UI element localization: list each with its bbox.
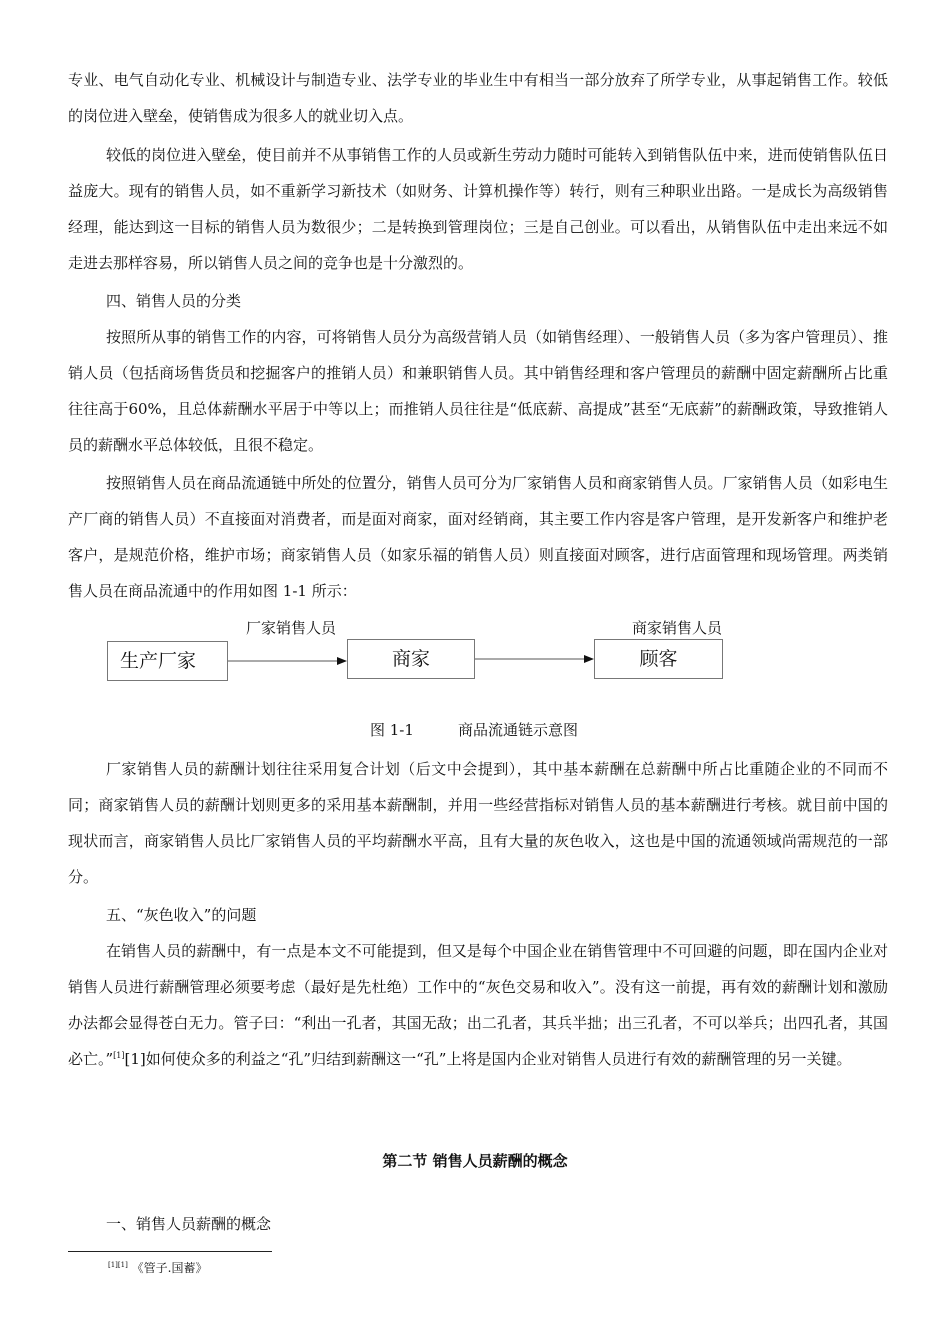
box-manufacturer: 生产厂家 [107, 641, 228, 681]
figure-number: 图 1-1 [370, 721, 414, 739]
figure-title: 商品流通链示意图 [457, 721, 578, 739]
footnote-marker: [1][1] [108, 1261, 128, 1269]
footnote [108, 1256, 208, 1277]
paragraph-6-main: 在销售人员的薪酬中，有一点是本文不可能提到，但又是每个中国企业在销售管理中不可回避的问题，即在国内企业对销售人员进行薪酬管理必须要考虑（最好是先杜绝）工作中的“灰色交易和收入”。没有这一前提，再有效的薪酬计划和激励办法都会显得苍白无力。管子曰：“利出一孔者，其国无敌；出二孔者，其兵半拙；出三孔者，不可以举兵；出四孔者，其国必亡。” [68, 942, 888, 1068]
paragraph-6-tail: 如何使众多的利益之“孔”归结到薪酬这一“孔”上将是国内企业对销售人员进行有效的薪酬管理的另一关键。 [145, 1050, 852, 1068]
paragraph-3: 按照所从事的销售工作的内容，可将销售人员分为高级营销人员（如销售经理）、一般销售人员（多为客户管理员）、推销人员（包括商场售货员和挖掘客户的推销人员）和兼职销售人员。其中销售经理和客户管理员的薪酬中固定薪酬所占比重往往高于60%，且总体薪酬水平居于中等以上；而推销人员往往是“低底薪、高提成”甚至“无底薪”的薪酬政策，导致推销人员的薪酬水平总体较低，且很不稳定。 [68, 328, 888, 454]
heading-grey-income: 五、“灰色收入”的问题 [106, 906, 257, 924]
heading-salary-concept: 一、销售人员薪酬的概念 [106, 1215, 272, 1233]
label-manufacturer-sales-staff: 厂家销售人员 [246, 619, 337, 637]
box-customer: 顾客 [594, 639, 723, 679]
paragraph-6 [68, 933, 888, 1077]
heading-sales-staff-classification: 四、销售人员的分类 [106, 292, 242, 310]
footnote-divider [68, 1251, 272, 1252]
paragraph-4: 按照销售人员在商品流通链中所处的位置分，销售人员可分为厂家销售人员和商家销售人员。厂家销售人员（如彩电生产厂商的销售人员）不直接面对消费者，而是面对商家，面对经销商，其主要工作内容是客户管理，是开发新客户和维护老客户，是规范价格，维护市场；商家销售人员（如家乐福的销售人员）则直接面对顾客，进行店面管理和现场管理。两类销售人员在商品流通中的作用如图 1-1 所示： [68, 474, 888, 600]
label-merchant-sales-staff: 商家销售人员 [632, 619, 723, 637]
box-merchant: 商家 [347, 639, 475, 679]
paragraph-5: 厂家销售人员的薪酬计划往往采用复合计划（后文中会提到），其中基本薪酬在总薪酬中所占比重随企业的不同而不同；商家销售人员的薪酬计划则更多的采用基本薪酬制，并用一些经营指标对销售人员的基本薪酬进行考核。就目前中国的现状而言，商家销售人员比厂家销售人员的平均薪酬水平高，且有大量的灰色收入，这也是中国的流通领域尚需规范的一部分。 [68, 760, 888, 886]
footnote-reference-inline[interactable]: [1] [124, 1050, 146, 1068]
footnote-text: 《管子.国蓄》 [131, 1261, 208, 1275]
section-title: 第二节 销售人员薪酬的概念 [382, 1152, 568, 1170]
commodity-flow-diagram [0, 612, 950, 702]
figure-caption [370, 718, 578, 742]
paragraph-2: 较低的岗位进入壁垒，使目前并不从事销售工作的人员或新生劳动力随时可能转入到销售队伍中来，进而使销售队伍日益庞大。现有的销售人员，如不重新学习新技术（如财务、计算机操作等）转行，则有三种职业出路。一是成长为高级销售经理，能达到这一目标的销售人员为数很少；二是转换到管理岗位；三是自己创业。可以看出，从销售队伍中走出来远不如走进去那样容易，所以销售人员之间的竞争也是十分激烈的。 [68, 146, 888, 272]
paragraph-1: 专业、电气自动化专业、机械设计与制造专业、法学专业的毕业生中有相当一部分放弃了所学专业，从事起销售工作。较低的岗位进入壁垒，使销售成为很多人的就业切入点。 [68, 71, 888, 125]
footnote-reference-superscript[interactable]: [1] [113, 1051, 125, 1060]
